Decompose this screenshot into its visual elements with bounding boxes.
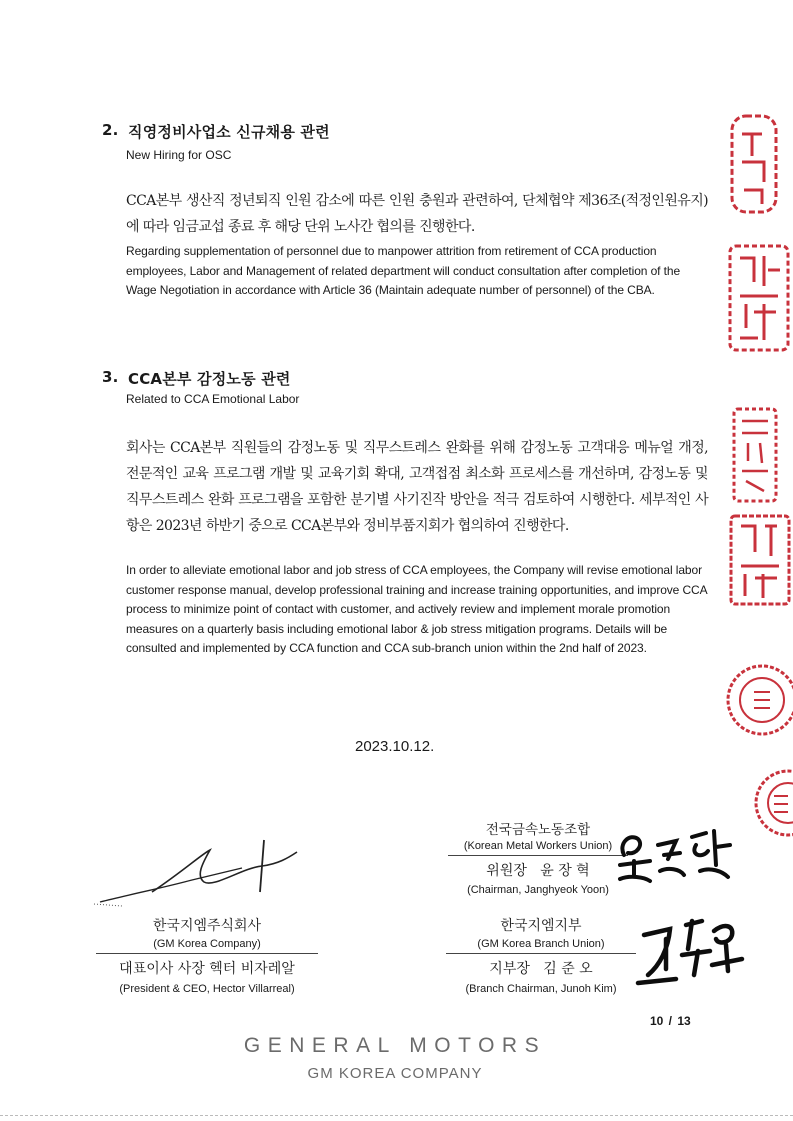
union-main-title-en: (Chairman, Janghyeok Yoon) [467,884,609,896]
section-3-english-body: In order to alleviate emotional labor and job stress of CCA employees, the Company will revise emotional labor customer response manual, develop professional training and increase training opportunities, and improve CCA process to minimize point of contact with customer, and actively review and implement morale promotion measures on a quarterly basis including emotional labor & job stress mitigation programs. Details will be consulted and implemented by CCA function and CCA sub-branch union within the 2nd half of 2023. [126,563,707,655]
footer-company: GM KOREA COMPANY [307,1065,483,1082]
union-branch-title-ko: 지부장 김 준 오 [489,961,593,977]
scan-line [0,1115,793,1116]
seal-stamp-4 [727,512,793,608]
union-branch-rule [446,953,636,954]
union-main-signature-block [448,818,628,896]
section-3-number: 3. [102,368,119,386]
union-main-org-ko: 전국금속노동조합 [485,822,591,838]
union-branch-org-ko: 한국지엠지부 [500,918,582,934]
seal-stamp-5 [722,658,793,742]
section-3-title: CCA본부 감정노동 관련 [128,370,291,388]
section-2-subtitle: New Hiring for OSC [126,148,232,162]
company-org-en: (GM Korea Company) [153,938,261,950]
seal-stamp-2 [724,242,793,356]
page-number: 10 / 13 [650,1014,691,1028]
seal-stamp-3 [730,405,780,505]
section-2-number: 2. [102,121,119,139]
section-3-korean-body: 회사는 CCA본부 직원들의 감정노동 및 직무스트레스 완화를 위해 감정노동 고객대응 메뉴얼 개정, 전문적인 교육 프로그램 개발 및 교육기회 확대, 고객접점 최소화 프로세스를 개선하며, 감정노동 및 직무스트레스 완화 프로그램을 포함한 분기별 사기진작 방안을 적극 검토하여 시행한다. 세부적인 사항은 2023년 하반기 중으로 CCA본부와 정비부품지회가 협의하여 진행한다. [126,440,708,534]
seal-stamp-6 [744,768,793,838]
company-title-ko: 대표이사 사장 헥터 비자레알 [119,961,295,977]
footer-brand: GENERAL MOTORS [243,1034,547,1057]
union-main-title-ko: 위원장 윤 장 혁 [486,863,590,879]
company-signature-block [96,915,318,995]
section-2-title: 직영정비사업소 신규채용 관련 [128,123,330,141]
section-2-korean-body: CCA본부 생산직 정년퇴직 인원 감소에 따른 인원 충원과 관련하여, 단체협약 제36조(적정인원유지)에 따라 임금교섭 종료 후 해당 단위 노사간 협의를 진행한다. [126,193,708,235]
company-org-ko: 한국지엠주식회사 [152,918,262,934]
union-main-rule [448,855,628,856]
seal-stamp-1 [728,112,778,216]
company-title-en: (President & CEO, Hector Villarreal) [119,983,295,995]
union-branch-org-en: (GM Korea Branch Union) [477,938,605,950]
union-main-org-en: (Korean Metal Workers Union) [463,840,613,852]
agreement-date: 2023.10.12. [355,738,435,755]
section-3-subtitle: Related to CCA Emotional Labor [126,392,300,406]
union-branch-signature-block [446,915,636,995]
company-handwritten-signature [92,832,312,912]
union-branch-title-en: (Branch Chairman, Junoh Kim) [465,983,617,995]
section-2-english-body: Regarding supplementation of personnel due to manpower attrition from retirement of CCA production employees, Labor and Management of related department will conduct consultation after completion of the Wage Negotiation in accordance with Article 36 (Maintain adequate number of personnel) of the CBA. [126,244,681,297]
union-main-handwritten-signature [610,815,740,895]
union-branch-handwritten-signature [630,905,750,990]
company-rule [96,953,318,954]
